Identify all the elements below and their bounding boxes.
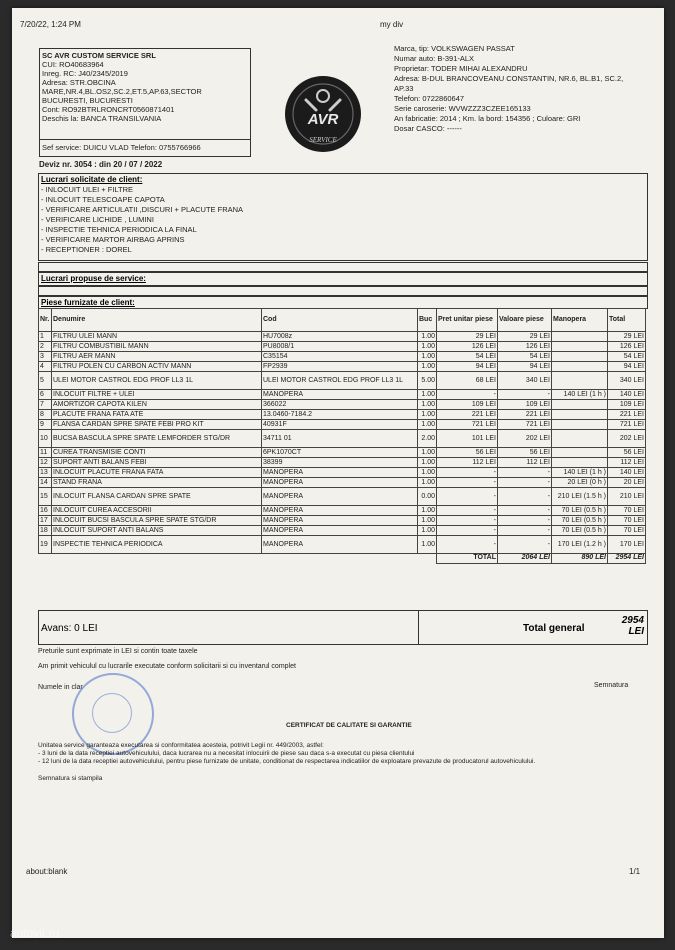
table-cell: 5 [39,372,52,390]
avr-logo [284,66,362,162]
vehicle-phone: Telefon: 0722860647 [394,94,465,103]
table-cell: - [498,390,552,400]
table-cell [552,420,608,430]
parts-table [38,308,646,564]
deviz-number: Deviz nr. 3054 : din 20 / 07 / 2022 [39,160,163,169]
table-cell: 1.00 [418,332,437,342]
client-request-item: - VERIFICARE MARTOR AIRBAG APRINS [41,235,185,244]
spacer-box [38,262,648,272]
table-cell: 5.00 [418,372,437,390]
table-cell: 9 [39,420,52,430]
table-cell: 15 [39,488,52,506]
column-header: Buc [418,309,437,332]
table-cell: MANOPERA [262,488,418,506]
table-cell: 340 LEI [608,372,646,390]
table-cell: - [437,390,498,400]
table-row [39,468,646,478]
table-cell: 56 LEI [608,448,646,458]
table-cell: 40931F [262,420,418,430]
table-cell: 101 LEI [437,430,498,448]
table-cell: 1.00 [418,410,437,420]
company-name: SC AVR CUSTOM SERVICE SRL [42,51,156,60]
table-cell: SUPORT ANTI BALANS FEBI [52,458,262,468]
table-cell [552,372,608,390]
company-address-2: MARE,NR.4,BL.OS2,SC.2,ET.5,AP.63,SECTOR [42,87,202,96]
table-cell: PU8008/1 [262,342,418,352]
table-cell: 1.00 [418,420,437,430]
table-cell: 140 LEI (1 h ) [552,390,608,400]
table-row [39,400,646,410]
table-row [39,506,646,516]
table-cell: 112 LEI [437,458,498,468]
table-cell: MANOPERA [262,468,418,478]
table-cell: - [437,506,498,516]
company-reg: Inreg. RC: J40/2345/2019 [42,69,128,78]
table-cell: 1.00 [418,362,437,372]
certificate-line: - 12 luni de la data receptiei autovehiculului, pentru piese furnizate de unitate, conditionat de respectarea indicatiilor de exploatare prevazute de producatorul autovehiculului. [38,758,536,765]
table-cell: 221 LEI [437,410,498,420]
table-cell: FP2939 [262,362,418,372]
table-row [39,536,646,554]
table-cell: - [437,488,498,506]
table-cell [552,332,608,342]
certificate-line: - 3 luni de la data receptiei autovehiculului, daca lucrarea nu a necesitat inlocuirii de piese sau daca s-a executat cu piesa clientului [38,750,415,757]
table-cell: INLOCUIT PLACUTE FRANA FATA [52,468,262,478]
vehicle-address-2: AP.33 [394,84,414,93]
table-cell: 16 [39,506,52,516]
certificate-title: CERTIFICAT DE CALITATE SI GARANTIE [286,722,412,729]
certificate-signature: Semnatura si stampila [38,775,103,782]
table-cell: 1.00 [418,536,437,554]
table-cell: MANOPERA [262,478,418,488]
table-cell: 11 [39,448,52,458]
table-cell: 70 LEI [608,516,646,526]
table-cell: 1.00 [418,458,437,468]
service-proposals-title: Lucrari propuse de service: [41,274,146,283]
table-cell: 140 LEI [608,468,646,478]
table-cell: - [498,478,552,488]
table-cell: - [498,488,552,506]
table-cell: MANOPERA [262,536,418,554]
client-requests-title: Lucrari solicitate de client: [41,175,143,184]
table-cell: 18 [39,526,52,536]
table-cell: 6 [39,390,52,400]
table-cell: 20 LEI [608,478,646,488]
table-cell: INLOCUIT BUCSI BASCULA SPRE SPATE STG/DR [52,516,262,526]
table-cell: 4 [39,362,52,372]
table-cell: 140 LEI (1 h ) [552,468,608,478]
vehicle-vin: Serie caroserie: WVWZZZ3CZEE165133 [394,104,531,113]
table-cell: 170 LEI [608,536,646,554]
table-cell: 68 LEI [437,372,498,390]
table-cell [552,400,608,410]
table-cell: 1.00 [418,352,437,362]
table-cell: 38399 [262,458,418,468]
table-cell: 221 LEI [608,410,646,420]
vehicle-address: Adresa: B-DUL BRANCOVEANU CONSTANTIN, NR.6, BL.B1, SC.2, [394,74,624,83]
table-cell: 1.00 [418,506,437,516]
table-cell: 56 LEI [498,448,552,458]
client-request-item: - INLOCUIT ULEI + FILTRE [41,185,134,194]
note-prices: Preturile sunt exprimate in LEI si contin toate taxele [38,648,198,655]
table-cell: 1.00 [418,448,437,458]
table-cell: 109 LEI [608,400,646,410]
totals-piese: 2064 LEI [498,554,552,564]
table-cell: 54 LEI [608,352,646,362]
table-cell [552,352,608,362]
table-cell: 70 LEI (0.5 h ) [552,506,608,516]
company-account: Cont: RO92BTRLRONCRT0560871401 [42,105,175,114]
table-cell: 721 LEI [608,420,646,430]
table-cell: 202 LEI [498,430,552,448]
table-cell: MANOPERA [262,390,418,400]
table-cell: 13.0460-7184.2 [262,410,418,420]
table-cell: - [437,526,498,536]
table-cell: - [437,468,498,478]
table-cell: 1.00 [418,526,437,536]
table-row [39,488,646,506]
column-header: Nr. [39,309,52,332]
table-cell: 14 [39,478,52,488]
table-cell [552,342,608,352]
table-cell: INLOCUIT FLANSA CARDAN SPRE SPATE [52,488,262,506]
table-cell: ULEI MOTOR CASTROL EDG PROF LL3 1L [262,372,418,390]
table-cell: 12 [39,458,52,468]
table-cell: 1.00 [418,468,437,478]
table-row [39,332,646,342]
table-cell: - [498,526,552,536]
table-cell: 56 LEI [437,448,498,458]
table-cell: 221 LEI [498,410,552,420]
table-cell: 210 LEI [608,488,646,506]
table-cell: 2.00 [418,430,437,448]
avans: Avans: 0 LEI [41,623,98,634]
client-requests-box [38,173,648,261]
table-cell: 112 LEI [608,458,646,468]
table-cell: ULEI MOTOR CASTROL EDG PROF LL3 1L [52,372,262,390]
parts-table-body [39,332,646,554]
table-cell: 109 LEI [498,400,552,410]
table-row [39,420,646,430]
logo-text: AVR [307,111,339,128]
company-cui: CUI: RO40683964 [42,60,104,69]
column-header: Denumire [52,309,262,332]
table-row [39,478,646,488]
note-name: Numele in clar [38,684,83,691]
table-cell: 94 LEI [437,362,498,372]
table-cell: 6PK1070CT [262,448,418,458]
totals-spacer [39,554,437,564]
logo-subtext: SERVICE [309,136,337,144]
table-cell: 109 LEI [437,400,498,410]
table-cell: FILTRU COMBUSTIBIL MANN [52,342,262,352]
column-header: Cod [262,309,418,332]
table-cell: 54 LEI [437,352,498,362]
table-cell: 0.00 [418,488,437,506]
table-cell [552,430,608,448]
totals-row [39,554,646,564]
note-received: Am primit vehiculul cu lucrarile executate conform solicitarii si cu inventarul complet [38,663,296,670]
column-header: Valoare piese [498,309,552,332]
vehicle-make: Marca, tip: VOLKSWAGEN PASSAT [394,44,515,53]
table-cell: - [437,536,498,554]
total-general-label: Total general [523,623,585,634]
table-cell: 1.00 [418,390,437,400]
table-cell: 3 [39,352,52,362]
company-address: Adresa: STR.OBCINA [42,78,116,87]
table-cell: 19 [39,536,52,554]
table-row [39,516,646,526]
table-cell: AMORTIZOR CAPOTA KILEN [52,400,262,410]
client-parts-title: Piese furnizate de client: [41,298,135,307]
table-cell: MANOPERA [262,506,418,516]
table-cell: 54 LEI [498,352,552,362]
company-separator [40,139,250,140]
table-header-row [39,309,646,332]
table-cell: 20 LEI (0 h ) [552,478,608,488]
table-cell: 1.00 [418,478,437,488]
table-cell: 94 LEI [498,362,552,372]
table-cell: 29 LEI [437,332,498,342]
table-cell: 29 LEI [498,332,552,342]
table-cell: INSPECTIE TEHNICA PERIODICA [52,536,262,554]
invoice-page [12,8,664,938]
column-header: Total [608,309,646,332]
table-cell: 7 [39,400,52,410]
sef-service: Sef service: DUICU VLAD Telefon: 0755766966 [42,143,201,152]
table-cell: 70 LEI [608,526,646,536]
table-cell: 13 [39,468,52,478]
client-request-item: - VERIFICARE ARTICULATII ,DISCURI + PLACUTE FRANA [41,205,244,214]
table-cell [552,448,608,458]
certificate-line: Unitatea service garanteaza executarea si conformitatea acesteia, potrivit Legii nr. 449/2003, astfel: [38,742,324,749]
table-cell: 70 LEI (0.5 h ) [552,526,608,536]
table-row [39,342,646,352]
service-proposals-box [38,272,648,286]
table-cell: MANOPERA [262,516,418,526]
totals-divider [418,611,419,644]
table-cell: 17 [39,516,52,526]
table-row [39,430,646,448]
table-cell: INLOCUIT SUPORT ANTI BALANS [52,526,262,536]
vehicle-plate: Numar auto: B-391-ALX [394,54,475,63]
table-cell: 1 [39,332,52,342]
note-signature: Semnatura [594,682,629,689]
table-cell: - [498,506,552,516]
table-cell: FILTRU POLEN CU CARBON ACTIV MANN [52,362,262,372]
table-cell: STAND FRANA [52,478,262,488]
table-cell: PLACUTE FRANA FATA ATE [52,410,262,420]
client-request-item: - RECEPTIONER : DOREL [41,245,132,254]
table-row [39,372,646,390]
table-cell: 170 LEI (1.2 h ) [552,536,608,554]
table-row [39,410,646,420]
company-info-box [39,48,251,157]
company-bank: Deschis la: BANCA TRANSILVANIA [42,114,162,123]
table-cell: 29 LEI [608,332,646,342]
table-cell: 140 LEI [608,390,646,400]
table-cell [552,410,608,420]
table-cell: 94 LEI [608,362,646,372]
table-cell: - [437,516,498,526]
table-cell: FILTRU AER MANN [52,352,262,362]
table-cell: 8 [39,410,52,420]
table-cell: 340 LEI [498,372,552,390]
client-request-item: - VERIFICARE LICHIDE , LUMINI [41,215,154,224]
vehicle-owner: Proprietar: TODER MIHAI ALEXANDRU [394,64,528,73]
client-request-item: - INLOCUIT TELESCOAPE CAPOTA [41,195,165,204]
table-cell: 34711 01 [262,430,418,448]
table-cell: 126 LEI [498,342,552,352]
vehicle-casco: Dosar CASCO: ------ [394,124,462,133]
table-cell: INLOCUIT FILTRE + ULEI [52,390,262,400]
vehicle-year: An fabricatie: 2014 ; Km. la bord: 154356 ; Culoare: GRI [394,114,581,123]
print-url: about:blank [26,867,68,876]
table-cell: 1.00 [418,400,437,410]
print-timestamp: 7/20/22, 1:24 PM [20,20,81,29]
table-row [39,352,646,362]
print-page-title: my div [380,20,404,29]
table-cell: 210 LEI (1.5 h ) [552,488,608,506]
client-request-item: - INSPECTIE TEHNICA PERIODICA LA FINAL [41,225,197,234]
table-cell: BUCSA BASCULA SPRE SPATE LEMFORDER STG/DR [52,430,262,448]
table-cell: C35154 [262,352,418,362]
table-cell: 126 LEI [608,342,646,352]
table-row [39,390,646,400]
total-general-value: 2954 LEI [621,615,644,637]
table-cell: 70 LEI [608,506,646,516]
table-row [39,448,646,458]
table-cell: - [437,478,498,488]
column-header: Pret unitar piese [437,309,498,332]
table-cell: 366022 [262,400,418,410]
print-page-count: 1/1 [629,867,641,876]
company-city: BUCURESTI, BUCURESTI [42,96,133,105]
table-cell [552,362,608,372]
table-cell: FLANSA CARDAN SPRE SPATE FEBI PRO KIT [52,420,262,430]
table-cell: INLOCUIT CUREA ACCESORII [52,506,262,516]
company-stamp-inner [92,693,132,733]
table-cell [552,458,608,468]
table-cell: FILTRU ULEI MANN [52,332,262,342]
table-cell: 721 LEI [437,420,498,430]
spacer-box [38,286,648,296]
table-cell: 721 LEI [498,420,552,430]
totals-manopera: 890 LEI [552,554,608,564]
table-cell: - [498,468,552,478]
table-cell: MANOPERA [262,526,418,536]
table-cell: - [498,516,552,526]
table-row [39,362,646,372]
table-cell: - [498,536,552,554]
table-cell: 70 LEI (0.5 h ) [552,516,608,526]
totals-total: 2954 LEI [608,554,646,564]
table-cell: 126 LEI [437,342,498,352]
table-row [39,458,646,468]
watermark: autovit.ro [10,926,60,940]
table-cell: 112 LEI [498,458,552,468]
table-cell: 1.00 [418,342,437,352]
totals-box [38,610,648,645]
table-row [39,526,646,536]
table-cell: 2 [39,342,52,352]
column-header: Manopera [552,309,608,332]
table-cell: 1.00 [418,516,437,526]
totals-label: TOTAL [437,554,498,564]
table-cell: CUREA TRANSMISIE CONTI [52,448,262,458]
table-cell: 202 LEI [608,430,646,448]
table-cell: 10 [39,430,52,448]
table-cell: HU7008z [262,332,418,342]
